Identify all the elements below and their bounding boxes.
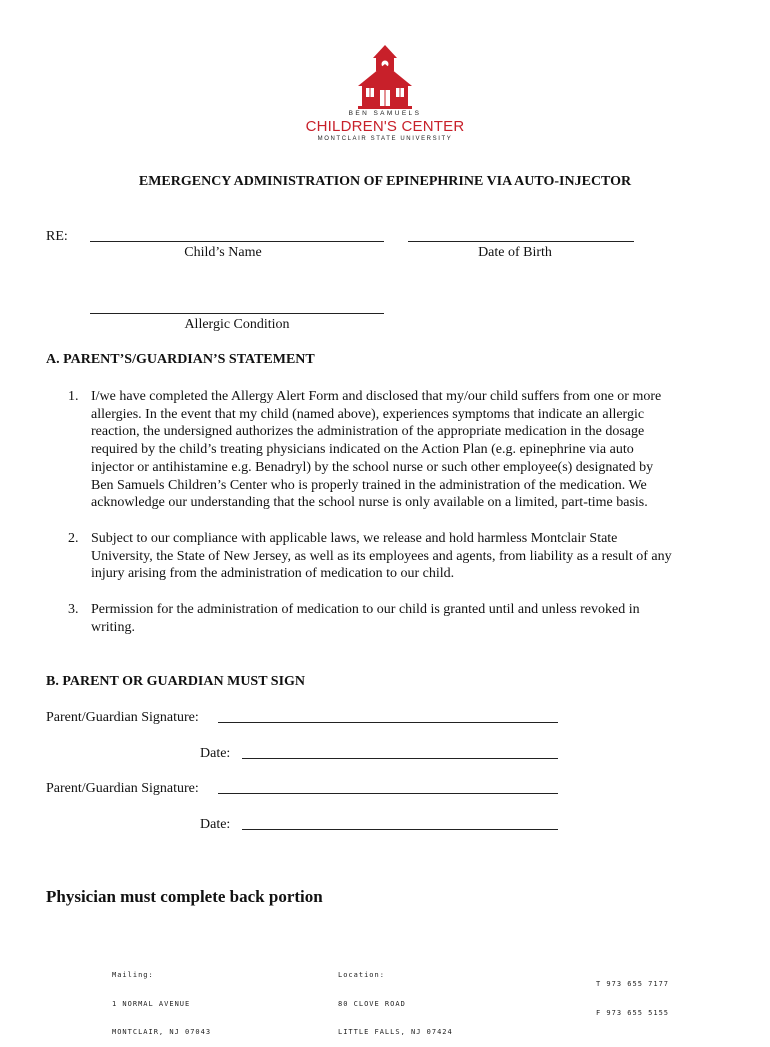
childs-name-caption: Child’s Name xyxy=(184,245,262,260)
item-2-line: injury arising from the administration of medication to our child. xyxy=(91,566,455,582)
allergic-condition-caption: Allergic Condition xyxy=(184,317,290,332)
childs-name-field[interactable] xyxy=(90,241,384,242)
date-2-label: Date: xyxy=(200,817,231,832)
footer-mailing xyxy=(112,952,211,1047)
date-1-label: Date: xyxy=(200,746,231,761)
re-label: RE: xyxy=(46,229,68,244)
footer-mailing-label: Mailing: xyxy=(112,971,154,979)
document-title: EMERGENCY ADMINISTRATION OF EPINEPHRINE VIA AUTO-INJECTOR xyxy=(138,174,632,189)
logo-line-1: BEN SAMUELS xyxy=(348,110,422,117)
item-1-line: injector or antihistamine e.g. Benadryl) by the school nurse or such other employee(s) designated by xyxy=(91,459,654,475)
footer-location-line: LITTLE FALLS, NJ 07424 xyxy=(338,1028,453,1036)
allergic-condition-field[interactable] xyxy=(90,313,384,314)
item-1-line: acknowledge our understanding that the school nurse is only available on a limited, part-time basis. xyxy=(91,495,648,511)
item-1-text xyxy=(91,388,751,512)
dob-caption: Date of Birth xyxy=(478,245,552,260)
physician-note: Physician must complete back portion xyxy=(46,887,323,906)
item-2-line: Subject to our compliance with applicable laws, we release and hold harmless Montclair State xyxy=(91,531,618,546)
item-1-line: Ben Samuels Children’s Center who is properly trained in the administration of the medication. We xyxy=(91,477,647,493)
item-3-text xyxy=(91,601,751,636)
footer-location-label: Location: xyxy=(338,971,385,979)
signature-1-field[interactable] xyxy=(218,722,558,723)
signature-1-label: Parent/Guardian Signature: xyxy=(46,710,199,725)
item-3-line: Permission for the administration of medication to our child is granted until and unless revoked in xyxy=(91,602,640,617)
date-1-field[interactable] xyxy=(242,758,558,759)
footer-phone: T 973 655 7177 xyxy=(596,980,670,988)
item-3-line: writing. xyxy=(91,619,135,635)
logo-line-3: MONTCLAIR STATE UNIVERSITY xyxy=(317,136,453,142)
footer-location-line: 80 CLOVE ROAD xyxy=(338,999,406,1008)
item-2-text xyxy=(91,530,761,583)
signature-2-label: Parent/Guardian Signature: xyxy=(46,781,199,796)
item-1-line: reaction, the undersigned authorizes the administration of the appropriate medication in the dosage xyxy=(91,424,645,440)
item-2-number: 2. xyxy=(68,531,79,546)
footer-fax: F 973 655 5155 xyxy=(596,1008,670,1017)
item-1-line: I/we have completed the Allergy Alert Form and disclosed that my/our child suffers from one or more xyxy=(91,389,662,404)
section-a-heading: A. PARENT’S/GUARDIAN’S STATEMENT xyxy=(46,352,315,367)
item-1-line: allergies. In the event that my child (named above), experiences symptoms that indicate an allergic xyxy=(91,406,645,422)
date-2-field[interactable] xyxy=(242,829,558,830)
date-of-birth-field[interactable] xyxy=(408,241,634,242)
footer-mailing-line: 1 NORMAL AVENUE xyxy=(112,999,191,1008)
footer-contact xyxy=(596,961,669,1028)
section-b-heading: B. PARENT OR GUARDIAN MUST SIGN xyxy=(46,674,306,689)
item-1-number: 1. xyxy=(68,389,79,404)
signature-2-field[interactable] xyxy=(218,793,558,794)
item-3-number: 3. xyxy=(68,602,79,617)
logo-line-2: CHILDREN'S CENTER xyxy=(305,118,465,135)
footer-mailing-line: MONTCLAIR, NJ 07043 xyxy=(112,1028,212,1036)
item-2-line: University, the State of New Jersey, as well as its employees and agents, from liability as a result of any xyxy=(91,548,672,564)
schoolhouse-icon xyxy=(300,42,470,112)
item-1-line: required by the child’s treating physicians indicated on the Action Plan (e.g. epinephrine via auto xyxy=(91,442,634,458)
footer-location xyxy=(338,952,453,1047)
